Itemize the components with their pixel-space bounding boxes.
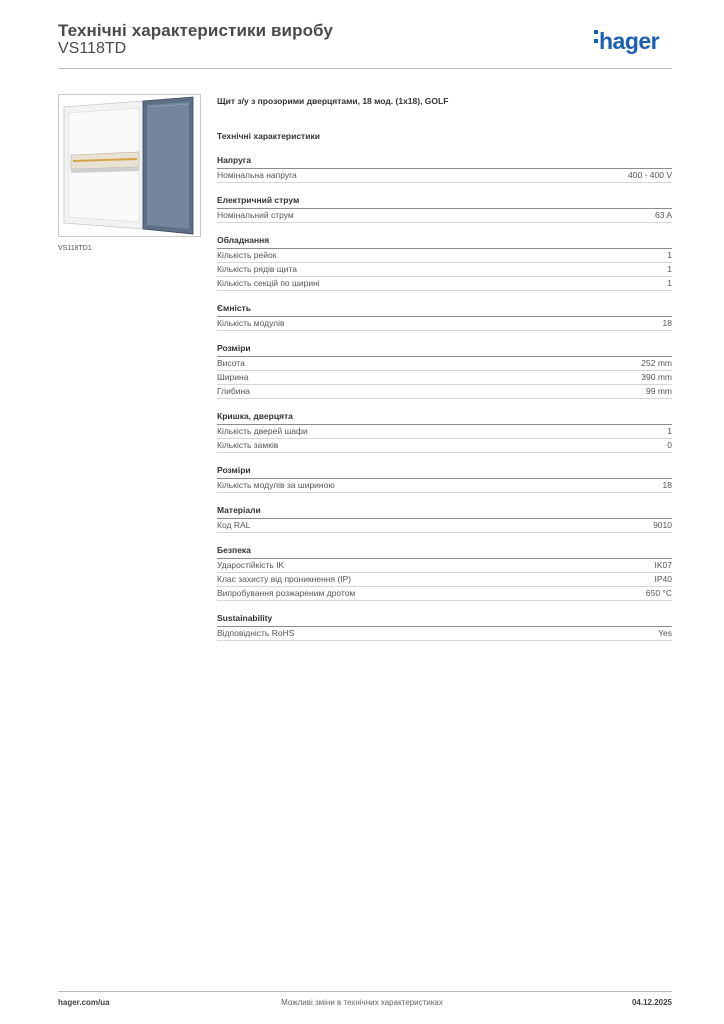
spec-value: 63 A: [654, 210, 672, 220]
spec-row: [217, 209, 672, 223]
spec-group-title: Ємність: [217, 303, 672, 317]
spec-row: [217, 573, 672, 587]
spec-value: Yes: [658, 628, 672, 638]
logo-colon-mark: [594, 26, 599, 48]
spec-row: [217, 385, 672, 399]
spec-row: [217, 627, 672, 641]
hager-logo: [594, 27, 659, 54]
product-image-frame: [58, 94, 201, 237]
spec-group-title: Розміри: [217, 343, 672, 357]
spec-label: Кількість замків: [217, 440, 279, 450]
spec-label: Код RAL: [217, 520, 251, 530]
spec-group: [217, 343, 672, 399]
spec-row: [217, 439, 672, 453]
spec-group-title: Матеріали: [217, 505, 672, 519]
spec-row: [217, 425, 672, 439]
spec-value: 18: [662, 318, 672, 328]
spec-label: Кількість модулів: [217, 318, 285, 328]
spec-label: Відповідність RoHS: [217, 628, 295, 638]
footer-website: hager.com/ua: [58, 998, 110, 1007]
spec-label: Ширина: [217, 372, 249, 382]
spec-row: [217, 357, 672, 371]
spec-group: [217, 155, 672, 183]
spec-value: 650 °C: [645, 588, 672, 598]
spec-row: [217, 277, 672, 291]
spec-row: [217, 249, 672, 263]
logo-text: hager: [599, 28, 660, 54]
spec-value: 99 mm: [646, 386, 672, 396]
spec-value: 390 mm: [641, 372, 672, 382]
spec-value: 1: [667, 426, 672, 436]
spec-label: Випробування розжареним дротом: [217, 588, 356, 598]
spec-group-title: Розміри: [217, 465, 672, 479]
spec-groups: [217, 155, 672, 641]
spec-row: [217, 479, 672, 493]
spec-group: [217, 545, 672, 601]
product-name: Щит з/у з прозорими дверцятами, 18 мод. (1x18), GOLF: [217, 96, 449, 106]
spec-value: 1: [667, 278, 672, 288]
spec-group: [217, 465, 672, 493]
spec-group: [217, 505, 672, 533]
spec-value: 252 mm: [641, 358, 672, 368]
tech-specs-heading: Технічні характеристики: [217, 131, 320, 141]
spec-group-title: Sustainability: [217, 613, 672, 627]
page-title: Технічні характеристики виробу: [58, 21, 333, 40]
spec-group-title: Електричний струм: [217, 195, 672, 209]
spec-value: 18: [662, 480, 672, 490]
spec-group: [217, 195, 672, 223]
spec-label: Кількість модулів за шириною: [217, 480, 335, 490]
spec-label: Номінальний струм: [217, 210, 294, 220]
spec-label: Номінальна напруга: [217, 170, 297, 180]
product-code: VS118TD: [58, 40, 127, 57]
specifications: [217, 96, 672, 641]
spec-label: Глибина: [217, 386, 250, 396]
spec-group: [217, 613, 672, 641]
spec-row: [217, 263, 672, 277]
spec-label: Висота: [217, 358, 245, 368]
spec-value: IP40: [654, 574, 672, 584]
footer-date: 04.12.2025: [631, 998, 672, 1007]
spec-value: IK07: [654, 560, 672, 570]
spec-label: Ударостійкість IK: [217, 560, 285, 570]
spec-row: [217, 371, 672, 385]
spec-value: 1: [667, 250, 672, 260]
spec-value: 9010: [653, 520, 672, 530]
spec-row: [217, 559, 672, 573]
spec-label: Клас захисту від проникнення (IP): [217, 574, 352, 584]
spec-group: [217, 303, 672, 331]
spec-group-title: Обладнання: [217, 235, 672, 249]
spec-label: Кількість дверей шафи: [217, 426, 308, 436]
footer-divider: [58, 991, 672, 992]
image-caption: VS118TD1: [58, 245, 92, 252]
spec-row: [217, 169, 672, 183]
header-divider: [58, 68, 672, 69]
spec-group-title: Напруга: [217, 155, 672, 169]
spec-row: [217, 519, 672, 533]
spec-value: 400 - 400 V: [628, 170, 672, 180]
spec-label: Кількість рядів щита: [217, 264, 297, 274]
spec-label: Кількість рейок: [217, 250, 277, 260]
footer-notice: Можливі зміни в технічних характеристиках: [281, 998, 443, 1007]
spec-row: [217, 587, 672, 601]
spec-group-title: Безпека: [217, 545, 672, 559]
spec-value: 0: [667, 440, 672, 450]
spec-row: [217, 317, 672, 331]
spec-group: [217, 235, 672, 291]
distribution-board-image: [59, 95, 200, 236]
spec-group-title: Кришка, дверцята: [217, 411, 672, 425]
spec-value: 1: [667, 264, 672, 274]
spec-group: [217, 411, 672, 453]
spec-label: Кількість секцій по ширині: [217, 278, 320, 288]
